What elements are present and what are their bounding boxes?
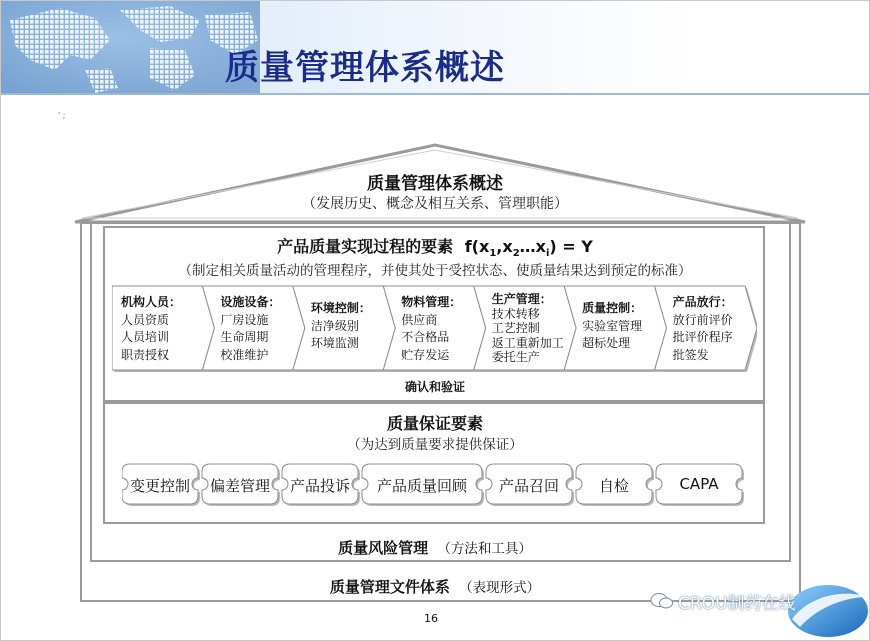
process-step-head: 物料管理： [401, 295, 462, 309]
process-step-item: 校准维护 [220, 347, 269, 362]
process-step-item: 供应商 [401, 312, 438, 327]
process-step-item: 人员培训 [121, 330, 170, 344]
watermark-text: CROU制药在线 [678, 594, 796, 614]
risk-subtitle: （方法和工具） [437, 541, 532, 557]
process-step-item: 环境监测 [310, 336, 359, 350]
assurance-item: 产品质量回顾 [376, 477, 467, 495]
slide-title: 质量管理体系概述 [225, 48, 505, 88]
assurance-item: 产品投诉 [289, 477, 350, 495]
roof-title: 质量管理体系概述 [367, 174, 503, 194]
process-step-item: 技术转移 [491, 306, 540, 321]
process-step-head: 设施设备： [220, 295, 281, 309]
process-step-item: 贮存发运 [401, 347, 450, 362]
wechat-icon [650, 591, 674, 611]
process-subtitle: （制定相关质量活动的管理程序，并使其处于受控状态、使质量结果达到预定的标准） [178, 263, 692, 279]
process-step [401, 294, 461, 364]
process-step-head: 产品放行： [672, 295, 733, 309]
risk-title: 质量风险管理 [338, 539, 429, 557]
process-title: 产品质量实现过程的要素 [277, 237, 454, 256]
process-step [492, 292, 564, 365]
process-step-item: 超标处理 [582, 336, 631, 350]
assurance-item: 产品召回 [498, 477, 559, 495]
assurance-item: CAPA [679, 475, 719, 493]
assurance-title: 质量保证要素 [386, 414, 483, 433]
process-step-head: 质量控制： [582, 301, 643, 315]
process-step [220, 294, 280, 364]
confirm-label: 确认和验证 [404, 380, 465, 394]
docs-title: 质量管理文件体系 [329, 578, 450, 596]
assurance-item: 变更控制 [129, 477, 190, 495]
process-step-item: 批签发 [672, 347, 709, 362]
process-step [311, 300, 371, 353]
process-step-head: 生产管理： [491, 292, 552, 306]
process-step-item: 委托生产 [491, 350, 540, 364]
assurance-item: 自检 [598, 477, 629, 495]
process-formula: $f(x_1,x_2\dots x_i) = Y$ [464, 237, 593, 260]
process-step-item: 批评价程序 [672, 330, 733, 344]
slide-mark: ' ; [58, 111, 66, 120]
process-step-item: 返工重新加工 [491, 335, 564, 350]
process-step [121, 294, 181, 364]
process-step-head: 机构人员： [121, 295, 182, 309]
process-step-item: 不合格品 [401, 330, 450, 344]
process-step-item: 生命周期 [220, 330, 269, 344]
process-step-item: 厂房设施 [220, 312, 269, 327]
process-step [582, 300, 642, 353]
roof-subtitle: （发展历史、概念及相互关系、管理职能） [302, 196, 568, 212]
process-step-item: 洁净级别 [310, 318, 359, 333]
process-step [673, 294, 733, 364]
process-step-item: 职责授权 [121, 347, 170, 362]
risk-row [0, 537, 870, 558]
process-step-item: 人员资质 [121, 312, 170, 327]
process-title-row [0, 234, 870, 259]
process-step-item: 放行前评价 [672, 312, 733, 327]
page-number: 16 [424, 612, 438, 625]
process-step-item: 工艺控制 [491, 321, 540, 335]
assurance-item: 偏差管理 [209, 477, 270, 495]
assurance-subtitle: （为达到质量要求提供保证） [347, 437, 523, 453]
process-step-item: 实验室管理 [582, 318, 643, 333]
docs-subtitle: （表现形式） [459, 580, 541, 596]
process-step-head: 环境控制： [310, 301, 371, 315]
